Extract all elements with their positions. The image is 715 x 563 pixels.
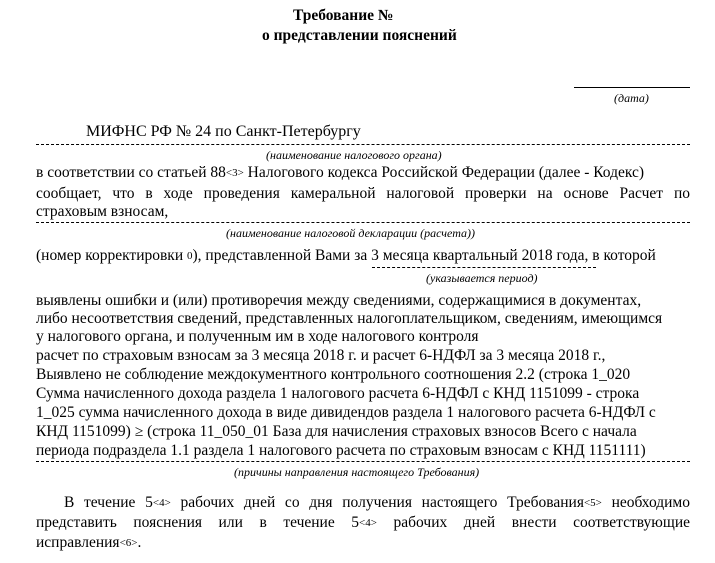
period-line: (номер корректировки 0), представленной Вами за 3 месяца квартальный 2018 года, в которой	[36, 247, 656, 264]
reasons-line-5: Выявлено не соблюдение междокументного контрольного соотношения 2.2 (строка 1_020	[36, 366, 631, 383]
authority-name: МИФНС РФ № 24 по Санкт-Петербургу	[86, 123, 361, 140]
document-title: Требование №	[293, 7, 394, 24]
intro-line-2: сообщает, что в ходе проведения камеральной налоговой проверки на основе Расчет по	[36, 185, 690, 202]
closing-line-1: В течение 5<4> рабочих дней со дня получения настоящего Требования<5> необходимо	[64, 494, 690, 511]
reasons-line	[36, 461, 690, 462]
authority-line	[36, 144, 690, 145]
reasons-line-2: либо несоответствия сведений, представленных налогоплательщиком, сведениям, имеющимся	[36, 310, 663, 327]
period-value: за 3 месяца квартальный 2018 года	[354, 247, 585, 264]
date-caption: (дата)	[614, 91, 649, 105]
closing-line-3: исправления<6>.	[36, 534, 142, 551]
reasons-caption: (причины направления настоящего Требования)	[234, 465, 480, 479]
date-line	[574, 87, 690, 88]
authority-caption: (наименование налогового органа)	[266, 148, 442, 162]
period-underline	[372, 267, 596, 268]
reasons-line-9: периода подраздела 1.1 раздела 1 налогового расчета по страховым взносам с КНД 1151111)	[36, 442, 646, 459]
document-subtitle: о представлении пояснений	[262, 27, 457, 44]
intro-line-1: в соответствии со статьей 88<3> Налогового кодекса Российской Федерации (далее - Кодекс)	[36, 164, 645, 181]
closing-line-2: представить пояснения или в течение 5<4> рабочих дней внести соответствующие	[36, 514, 690, 531]
declaration-line	[36, 222, 690, 223]
reasons-line-3: у налогового органа, и полученным им в ходе налогового контроля	[36, 328, 479, 345]
reasons-line-6: Сумма начисленного дохода раздела 1 налогового расчета 6-НДФЛ с КНД 1151099 - строка	[36, 385, 640, 402]
reasons-line-8: КНД 1151099) ≥ (строка 11_050_01 База для начисления страховых взносов Всего с начала	[36, 423, 637, 440]
intro-line-3: страховым взносам,	[36, 203, 169, 220]
reasons-line-1: выявлены ошибки и (или) противоречия между сведениями, содержащимися в документах,	[36, 292, 642, 309]
reasons-line-7: 1_025 сумма начисленного дохода в виде дивидендов раздела 1 налогового расчета 6-НДФЛ с	[36, 404, 656, 421]
declaration-caption: (наименование налоговой декларации (расчета))	[226, 226, 475, 240]
reasons-line-4: расчет по страховым взносам за 3 месяца 2018 г. и расчет 6-НДФЛ за 3 месяца 2018 г.,	[36, 347, 606, 364]
period-caption: (указывается период)	[426, 271, 538, 285]
